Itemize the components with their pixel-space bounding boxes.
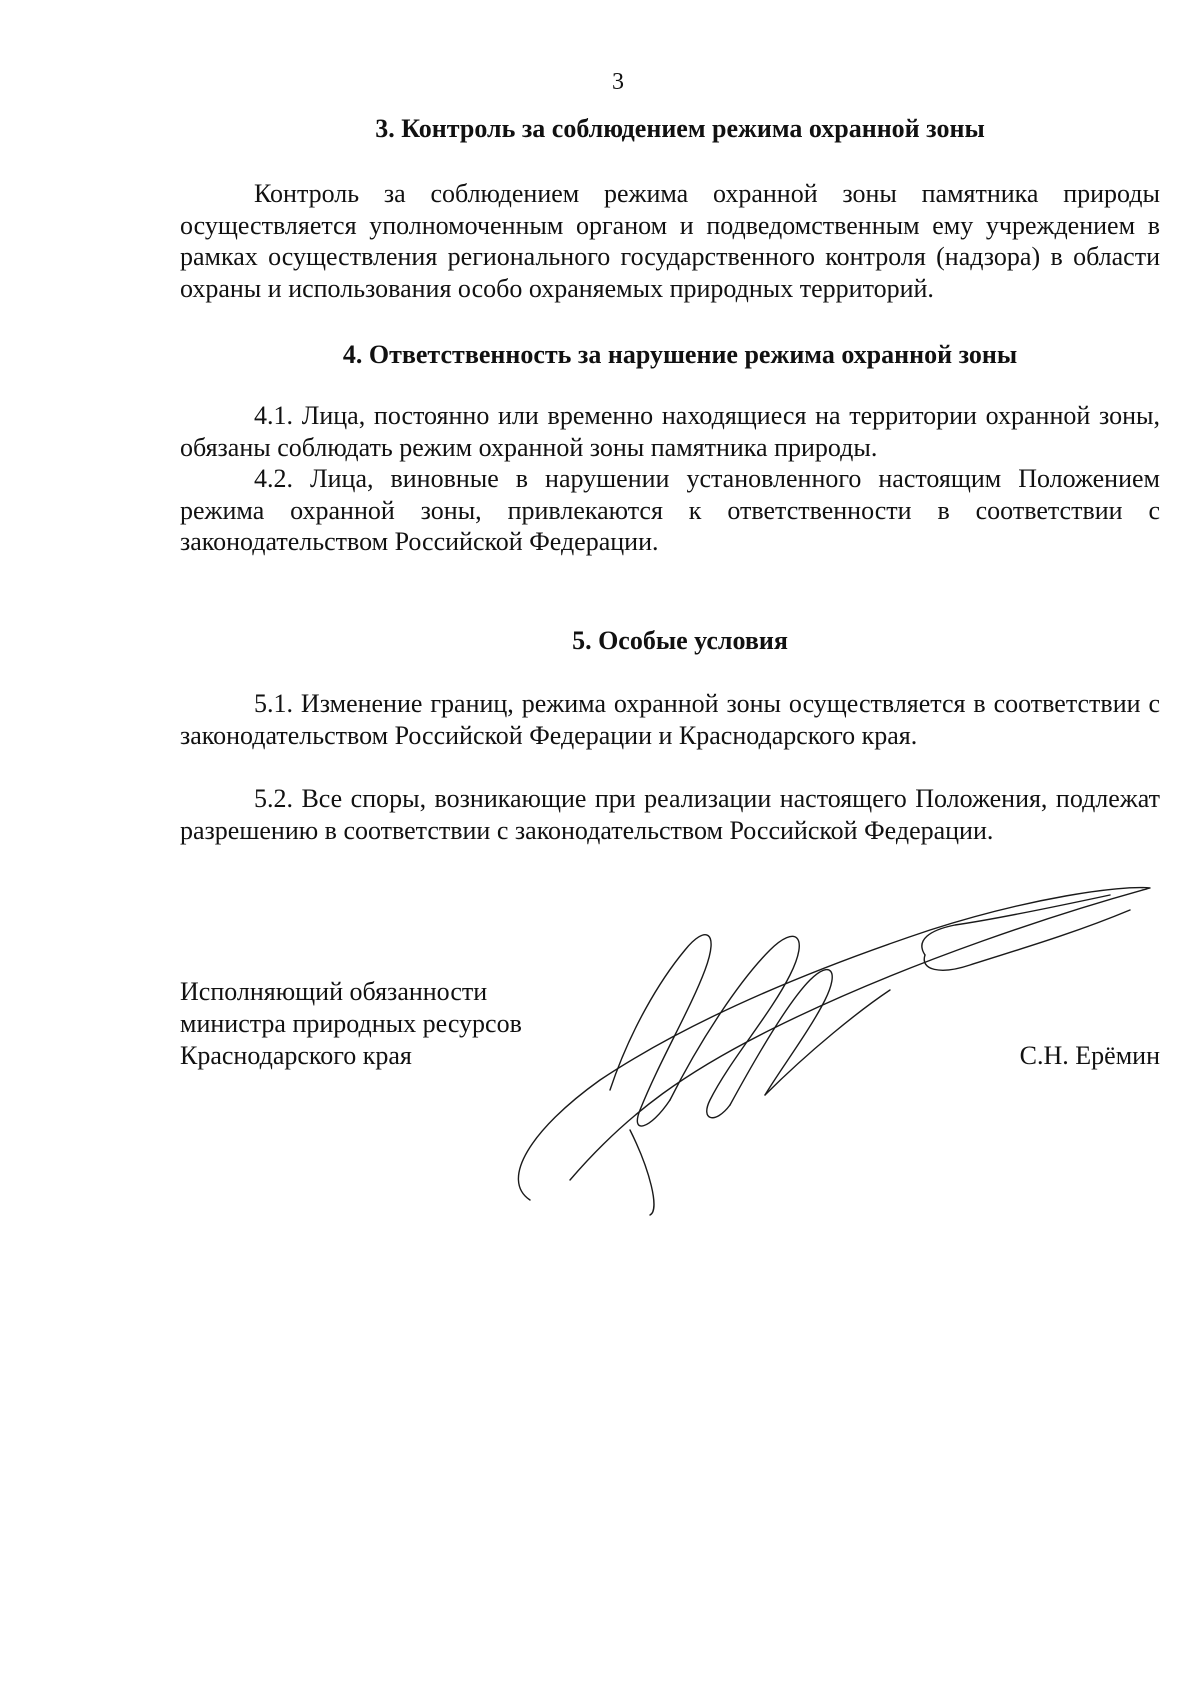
clause-5-2: 5.2. Все споры, возникающие при реализации настоящего Положения, подлежат разрешению в соответствии с законодательством Российской Федерации. xyxy=(180,784,1160,845)
clause-5-1: 5.1. Изменение границ, режима охранной зоны осуществляется в соответствии с законодательством Российской Федерации и Краснодарского края. xyxy=(180,689,1160,750)
clause-4-2: 4.2. Лица, виновные в нарушении установленного настоящим Положением режима охранной зоны, привлекаются к ответственности в соответствии с законодательством Российской Федерации. xyxy=(180,464,1160,556)
page-number: 3 xyxy=(612,69,624,95)
signatory-title xyxy=(180,976,522,1072)
section-4-heading: 4. Ответственность за нарушение режима охранной зоны xyxy=(342,340,1018,369)
section-3-heading: 3. Контроль за соблюдением режима охранной зоны xyxy=(375,114,985,143)
signatory-name: С.Н. Ерёмин xyxy=(1019,1041,1160,1070)
clause-4-1: 4.1. Лица, постоянно или временно находящиеся на территории охранной зоны, обязаны соблюдать режим охранной зоны памятника природы. xyxy=(180,401,1160,462)
section-3-paragraph: Контроль за соблюдением режима охранной зоны памятника природы осуществляется уполномоченным органом и подведомственным ему учреждением в рамках осуществления регионального государственного контроля (надзора) в области охраны и использования особо охраняемых природных территорий. xyxy=(180,179,1160,303)
signatory-title-line: министра природных ресурсов xyxy=(180,1009,522,1038)
section-5-heading: 5. Особые условия xyxy=(572,626,788,655)
signatory-title-line: Краснодарского края xyxy=(180,1041,412,1070)
signatory-title-line: Исполняющий обязанности xyxy=(180,977,488,1006)
